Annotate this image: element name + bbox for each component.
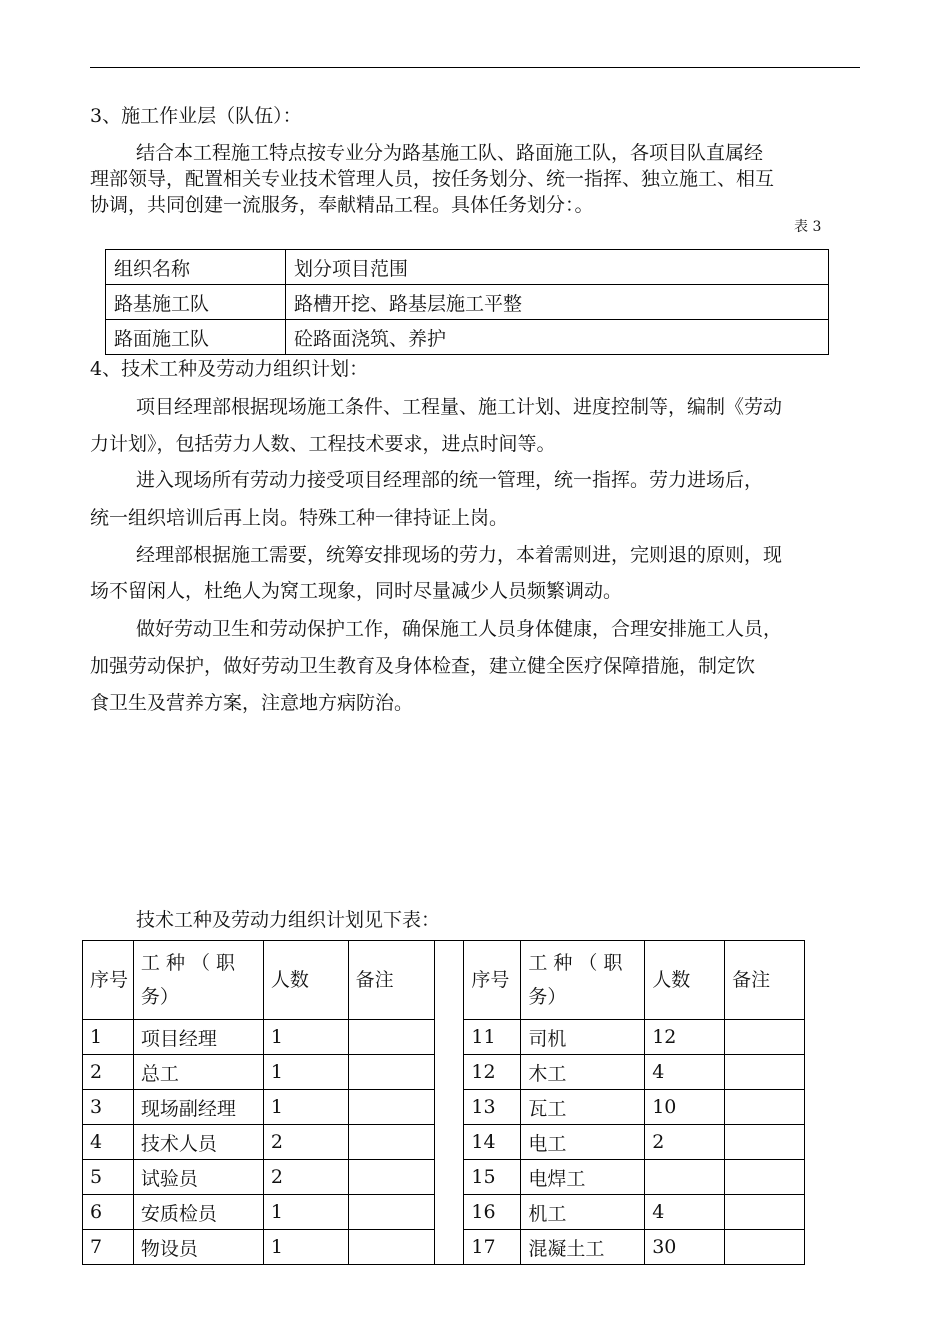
- trade-cell: 混凝土工: [521, 1230, 645, 1265]
- section4-para-line: 进入现场所有劳动力接受项目经理部的统一管理，统一指挥。劳力进场后，: [136, 469, 764, 491]
- trade-cell: 木工: [521, 1055, 645, 1090]
- table-header-cell: 组织名称: [106, 250, 286, 285]
- section4-para-line: 加强劳动保护，做好劳动卫生教育及身体检查，建立健全医疗保障措施，制定饮: [90, 655, 756, 677]
- note-cell: [348, 1055, 434, 1090]
- note-cell: [348, 1160, 434, 1195]
- seq-cell: 5: [83, 1160, 134, 1195]
- note-cell: [725, 1020, 805, 1055]
- header-rule: [90, 67, 860, 68]
- seq-cell: 15: [464, 1160, 521, 1195]
- table-header-cell: 划分项目范围: [286, 250, 829, 285]
- count-cell: 1: [263, 1090, 348, 1125]
- trade-cell: 物设员: [133, 1230, 263, 1265]
- table-header-row: [106, 250, 829, 285]
- count-header: 人数: [263, 941, 348, 1020]
- seq-cell: 16: [464, 1195, 521, 1230]
- note-cell: [725, 1230, 805, 1265]
- section3-para-line: 协调，共同创建一流服务，奉献精品工程。具体任务划分：。: [90, 194, 594, 216]
- seq-cell: 7: [83, 1230, 134, 1265]
- section4-para-line: 经理部根据施工需要，统筹安排现场的劳力，本着需则进，完则退的原则，现: [136, 544, 783, 566]
- team-division-table: [105, 249, 829, 355]
- count-cell: 2: [263, 1160, 348, 1195]
- count-cell: 1: [263, 1020, 348, 1055]
- seq-cell: 13: [464, 1090, 521, 1125]
- note-cell: [348, 1195, 434, 1230]
- seq-cell: 12: [464, 1055, 521, 1090]
- trade-cell: 项目经理: [133, 1020, 263, 1055]
- seq-cell: 2: [83, 1055, 134, 1090]
- trade-cell: 试验员: [133, 1160, 263, 1195]
- note-header: 备注: [725, 941, 805, 1020]
- section4-para-line: 统一组织培训后再上岗。特殊工种一律持证上岗。: [90, 507, 509, 529]
- table-cell: 砼路面浇筑、养护: [286, 320, 829, 355]
- trade-header: 工 种 （ 职务）: [133, 941, 263, 1020]
- section4-para-line: 场不留闲人，杜绝人为窝工现象，同时尽量减少人员频繁调动。: [90, 580, 623, 602]
- table-cell: 路基施工队: [106, 285, 286, 320]
- trade-cell: 瓦工: [521, 1090, 645, 1125]
- seq-cell: 6: [83, 1195, 134, 1230]
- note-cell: [348, 1090, 434, 1125]
- count-cell: 30: [645, 1230, 725, 1265]
- trade-cell: 电焊工: [521, 1160, 645, 1195]
- seq-header: 序号: [464, 941, 521, 1020]
- note-header: 备注: [348, 941, 434, 1020]
- count-cell: 10: [645, 1090, 725, 1125]
- trade-cell: 机工: [521, 1195, 645, 1230]
- trade-cell: 司机: [521, 1020, 645, 1055]
- table-cell: 路槽开挖、路基层施工平整: [286, 285, 829, 320]
- table-header-row: [83, 941, 805, 1020]
- note-cell: [725, 1090, 805, 1125]
- note-cell: [348, 1020, 434, 1055]
- count-cell: 2: [645, 1125, 725, 1160]
- table-spacer-column: [434, 941, 464, 1265]
- table-cell: 路面施工队: [106, 320, 286, 355]
- section3-para-line: 结合本工程施工特点按专业分为路基施工队、路面施工队，各项目队直属经: [136, 142, 764, 164]
- labor-plan-table: [82, 940, 805, 1265]
- section4-para-line: 食卫生及营养方案，注意地方病防治。: [90, 692, 414, 714]
- seq-cell: 4: [83, 1125, 134, 1160]
- trade-cell: 现场副经理: [133, 1090, 263, 1125]
- note-cell: [725, 1160, 805, 1195]
- trade-cell: 安质检员: [133, 1195, 263, 1230]
- note-cell: [725, 1055, 805, 1090]
- section4-heading: 4、技术工种及劳动力组织计划：: [90, 358, 369, 380]
- trade-cell: 技术人员: [133, 1125, 263, 1160]
- count-header: 人数: [645, 941, 725, 1020]
- labor-plan-caption: 技术工种及劳动力组织计划见下表：: [136, 909, 441, 931]
- section4-para-line: 做好劳动卫生和劳动保护工作，确保施工人员身体健康，合理安排施工人员，: [136, 618, 783, 640]
- trade-cell: 总工: [133, 1055, 263, 1090]
- count-cell: 2: [263, 1125, 348, 1160]
- note-cell: [348, 1230, 434, 1265]
- section4-para-line: 力计划》，包括劳力人数、工程技术要求，进点时间等。: [90, 433, 556, 455]
- count-cell: 1: [263, 1195, 348, 1230]
- count-cell: 1: [263, 1230, 348, 1265]
- section4-para-line: 项目经理部根据现场施工条件、工程量、施工计划、进度控制等，编制《劳动: [136, 396, 783, 418]
- seq-cell: 14: [464, 1125, 521, 1160]
- note-cell: [725, 1125, 805, 1160]
- seq-cell: 3: [83, 1090, 134, 1125]
- seq-header: 序号: [83, 941, 134, 1020]
- table-number-label: 表 3: [794, 219, 822, 235]
- count-cell: 12: [645, 1020, 725, 1055]
- trade-header: 工 种 （ 职务）: [521, 941, 645, 1020]
- table-row: [106, 320, 829, 355]
- seq-cell: 11: [464, 1020, 521, 1055]
- count-cell: 1: [263, 1055, 348, 1090]
- note-cell: [725, 1195, 805, 1230]
- table-row: [106, 285, 829, 320]
- seq-cell: 1: [83, 1020, 134, 1055]
- seq-cell: 17: [464, 1230, 521, 1265]
- trade-cell: 电工: [521, 1125, 645, 1160]
- section3-heading: 3、施工作业层（队伍）：: [90, 105, 302, 127]
- count-cell: 4: [645, 1195, 725, 1230]
- section3-para-line: 理部领导，配置相关专业技术管理人员，按任务划分、统一指挥、独立施工、相互: [90, 168, 775, 190]
- count-cell: 4: [645, 1055, 725, 1090]
- note-cell: [348, 1125, 434, 1160]
- count-cell: [645, 1160, 725, 1195]
